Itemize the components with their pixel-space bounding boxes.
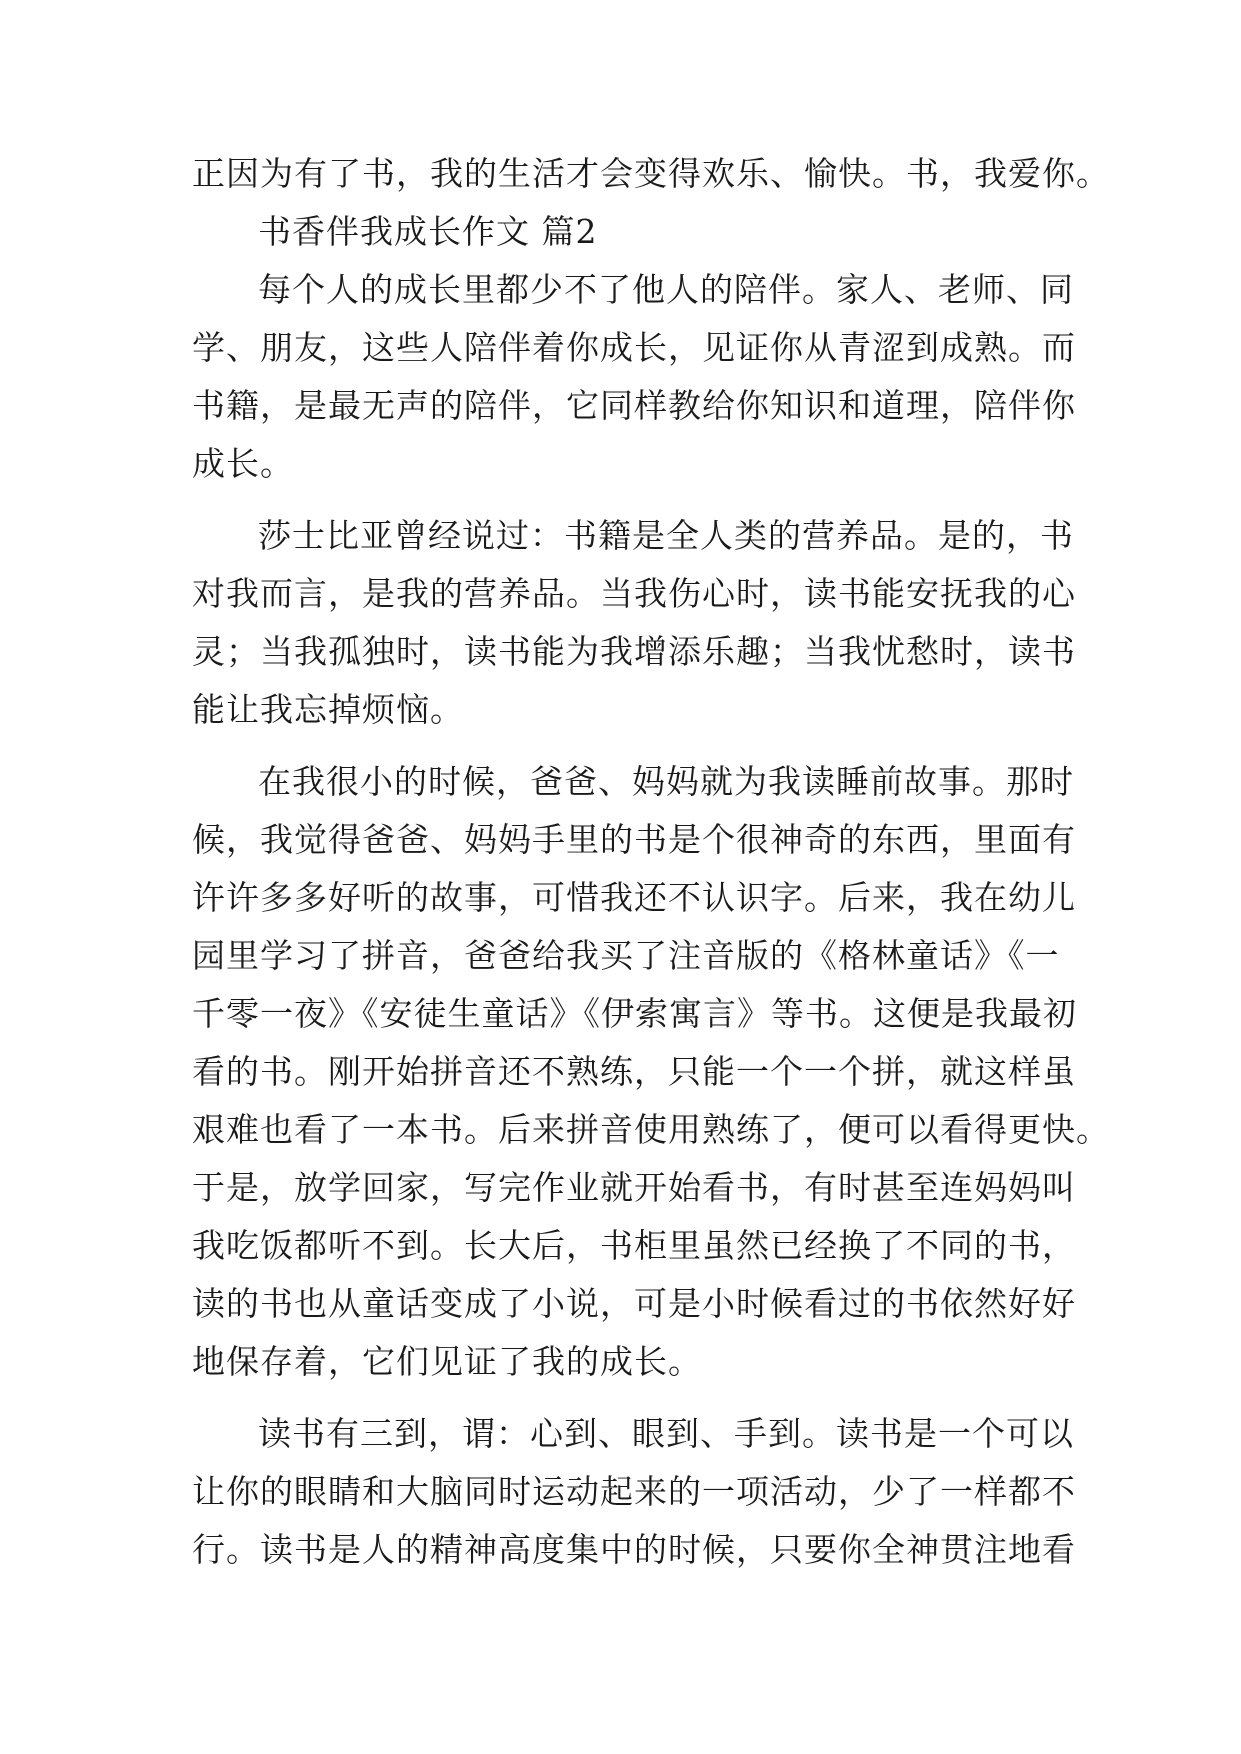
paragraph-line: 正因为有了书，我的生活才会变得欢乐、愉快。书，我爱你。 — [192, 154, 1110, 193]
paragraph-line: 让你的眼睛和大脑同时运动起来的一项活动，少了一样都不 — [192, 1472, 1076, 1511]
paragraph-line: 于是，放学回家，写完作业就开始看书，有时甚至连妈妈叫 — [192, 1168, 1076, 1207]
paragraph-line: 候，我觉得爸爸、妈妈手里的书是个很神奇的东西，里面有 — [192, 820, 1076, 859]
paragraph-line: 读的书也从童话变成了小说，可是小时候看过的书依然好好 — [192, 1284, 1076, 1323]
paragraph-line: 千零一夜》《安徒生童话》《伊索寓言》等书。这便是我最初 — [192, 994, 1077, 1033]
paragraph-line: 行。读书是人的精神高度集中的时候，只要你全神贯注地看 — [192, 1530, 1076, 1569]
paragraph-line: 能让我忘掉烦恼。 — [192, 690, 464, 729]
paragraph-line: 我吃饭都听不到。长大后，书柜里虽然已经换了不同的书， — [192, 1226, 1076, 1265]
paragraph-line: 许许多多好听的故事，可惜我还不认识字。后来，我在幼儿 — [192, 878, 1076, 917]
paragraph-line: 灵；当我孤独时，读书能为我增添乐趣；当我忧愁时，读书 — [192, 632, 1076, 671]
paragraph-line: 在我很小的时候，爸爸、妈妈就为我读睡前故事。那时 — [258, 762, 1074, 801]
paragraph-line: 园里学习了拼音，爸爸给我买了注音版的《格林童话》《一 — [192, 936, 1060, 975]
section-heading: 书香伴我成长作文 篇2 — [258, 212, 598, 251]
paragraph-line: 每个人的成长里都少不了他人的陪伴。家人、老师、同 — [258, 270, 1074, 309]
paragraph-line: 艰难也看了一本书。后来拼音使用熟练了，便可以看得更快。 — [192, 1110, 1110, 1149]
paragraph-line: 学、朋友，这些人陪伴着你成长，见证你从青涩到成熟。而 — [192, 328, 1076, 367]
paragraph-line: 读书有三到，谓：心到、眼到、手到。读书是一个可以 — [258, 1414, 1074, 1453]
paragraph-line: 成长。 — [192, 444, 294, 483]
paragraph-line: 莎士比亚曾经说过：书籍是全人类的营养品。是的，书 — [258, 516, 1074, 555]
paragraph-line: 地保存着，它们见证了我的成长。 — [192, 1342, 702, 1381]
paragraph-line: 看的书。刚开始拼音还不熟练，只能一个一个拼，就这样虽 — [192, 1052, 1076, 1091]
paragraph-line: 书籍，是最无声的陪伴，它同样教给你知识和道理，陪伴你 — [192, 386, 1076, 425]
paragraph-line: 对我而言，是我的营养品。当我伤心时，读书能安抚我的心 — [192, 574, 1076, 613]
